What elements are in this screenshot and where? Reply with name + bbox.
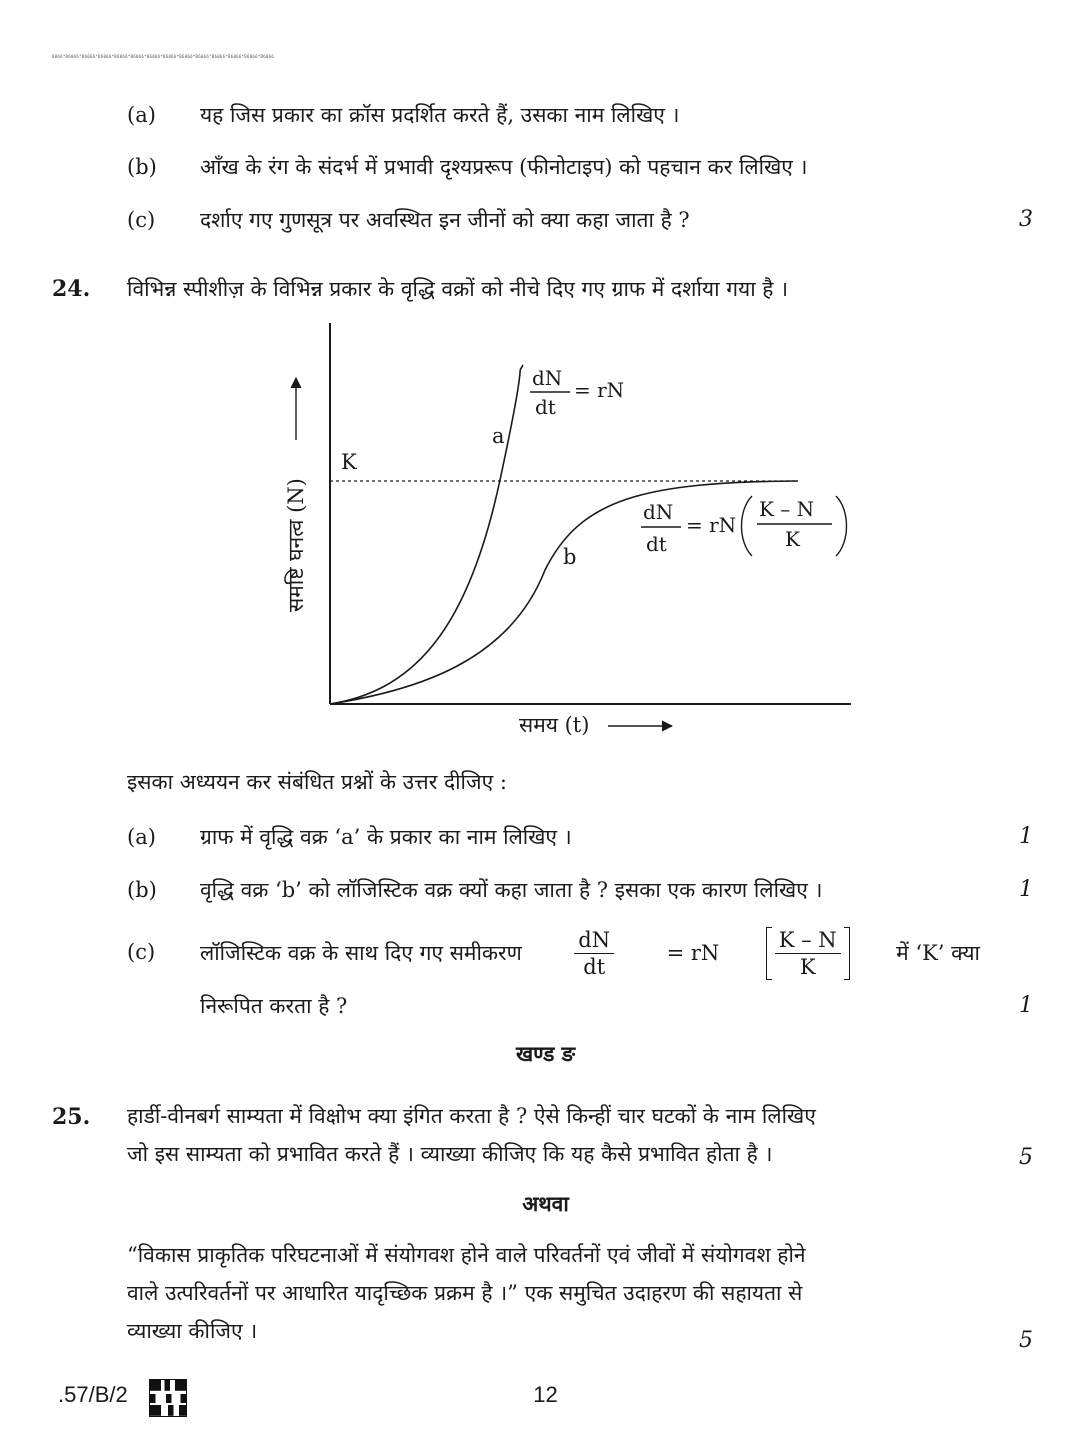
eq-a-numerator: dN: [532, 366, 563, 390]
item-text-after: में ‘K’ क्या: [896, 941, 980, 965]
marks: 5: [1019, 1145, 1033, 1170]
item-text: दर्शाए गए गुणसूत्र पर अवस्थित इन जीनों को क्या कहा जाता है ?: [200, 208, 690, 232]
equation-numerator: dN: [574, 927, 614, 954]
eq-b-left-paren: [742, 496, 753, 556]
eq-b-denominator: dt: [646, 532, 667, 556]
item-label: (b): [127, 155, 157, 179]
marks: 1: [1019, 824, 1033, 849]
eq-a-denominator: dt: [535, 395, 556, 419]
eq-a-rhs: = rN: [574, 378, 625, 402]
marks: 1: [1019, 993, 1033, 1018]
marks: 1: [1019, 877, 1033, 902]
page-number: 12: [533, 1382, 558, 1407]
item-text: वृद्धि वक्र ‘b’ को लॉजिस्टिक वक्र क्यों कहा जाता है ? इसका एक कारण लिखिए ।: [200, 878, 823, 902]
footer-code: .57/B/2: [58, 1382, 128, 1407]
eq-b-rhs: = rN: [686, 513, 737, 537]
equation-denominator: dt: [583, 954, 606, 979]
item-label: (c): [127, 208, 156, 232]
eq-b-inner-numerator: K – N: [759, 497, 815, 521]
q25-line2: जो इस साम्यता को प्रभावित करते हैं । व्याख्या कीजिए कि यह कैसे प्रभावित होता है ।: [127, 1142, 773, 1166]
alt-line1: “विकास प्राकृतिक परिघटनाओं में संयोगवश होने वाले परिवर्तनों एवं जीवों में संयोगवश होने: [127, 1243, 806, 1267]
item-text-before: लॉजिस्टिक वक्र के साथ दिए गए समीकरण: [200, 941, 522, 965]
item-text: यह जिस प्रकार का क्रॉस प्रदर्शित करते हैं, उसका नाम लिखिए ।: [200, 103, 680, 127]
item-c-line1: [200, 922, 980, 984]
question-number: 25.: [52, 1104, 91, 1130]
item-label: (c): [127, 940, 156, 964]
y-axis-label: समष्टि घनत्व (N): [284, 478, 308, 612]
q25-text: [127, 1097, 979, 1173]
q25-alternative-text: [127, 1236, 979, 1350]
instruction-text: इसका अध्ययन कर संबंधित प्रश्नों के उत्तर दीजिए :: [127, 770, 507, 794]
section-title: खण्ड ङ: [515, 1041, 576, 1066]
bracket-denominator: K: [799, 954, 816, 979]
curve-a-exponential: [330, 365, 523, 704]
question-number: 24.: [52, 276, 91, 302]
item-label: (a): [127, 103, 156, 127]
curve-b-label: b: [563, 545, 577, 569]
x-axis-label: समय (t): [519, 713, 590, 737]
or-label: अथवा: [522, 1191, 569, 1216]
alt-line2: वाले उत्परिवर्तनों पर आधारित यादृच्छिक प्रक्रम है ।” एक समुचित उदाहरण की सहायता से: [127, 1281, 803, 1305]
bracket-numerator: K – N: [775, 927, 841, 954]
item-text-line2: निरूपित करता है ?: [200, 994, 348, 1018]
item-label: (a): [127, 825, 156, 849]
curve-a-label: a: [492, 424, 505, 448]
header-code-strip: 8066*B6066*B6066*B6066*B6066*B6066*B6066*B6066*B6066*B6066*B6066*B6066*B6066*B6066: [52, 54, 275, 59]
equation-fraction: [574, 927, 614, 980]
q25-line1: हार्डी-वीनबर्ग साम्यता में विक्षोभ क्या इंगित करता है ? ऐसे किन्हीं चार घटकों के नाम लिखिए: [127, 1104, 816, 1128]
equation-mid: = rN: [666, 941, 720, 965]
item-text: ग्राफ में वृद्धि वक्र ‘a’ के प्रकार का नाम लिखिए ।: [200, 825, 572, 849]
question-text: विभिन्न स्पीशीज़ के विभिन्न प्रकार के वृद्धि वक्रों को नीचे दिए गए ग्राफ में दर्शाया गया है ।: [127, 277, 789, 301]
equation-bracket: [766, 927, 850, 980]
alt-line3: व्याख्या कीजिए ।: [127, 1319, 258, 1343]
eq-b-numerator: dN: [643, 500, 674, 524]
marks: 5: [1019, 1328, 1033, 1353]
item-label: (b): [127, 878, 157, 902]
eq-b-right-paren: [836, 496, 847, 556]
item-text: आँख के रंग के संदर्भ में प्रभावी दृश्यप्ररूप (फीनोटाइप) को पहचान कर लिखिए ।: [200, 155, 808, 179]
eq-b-inner-denominator: K: [785, 527, 800, 551]
k-label: K: [341, 450, 357, 474]
marks: 3: [1019, 207, 1033, 232]
